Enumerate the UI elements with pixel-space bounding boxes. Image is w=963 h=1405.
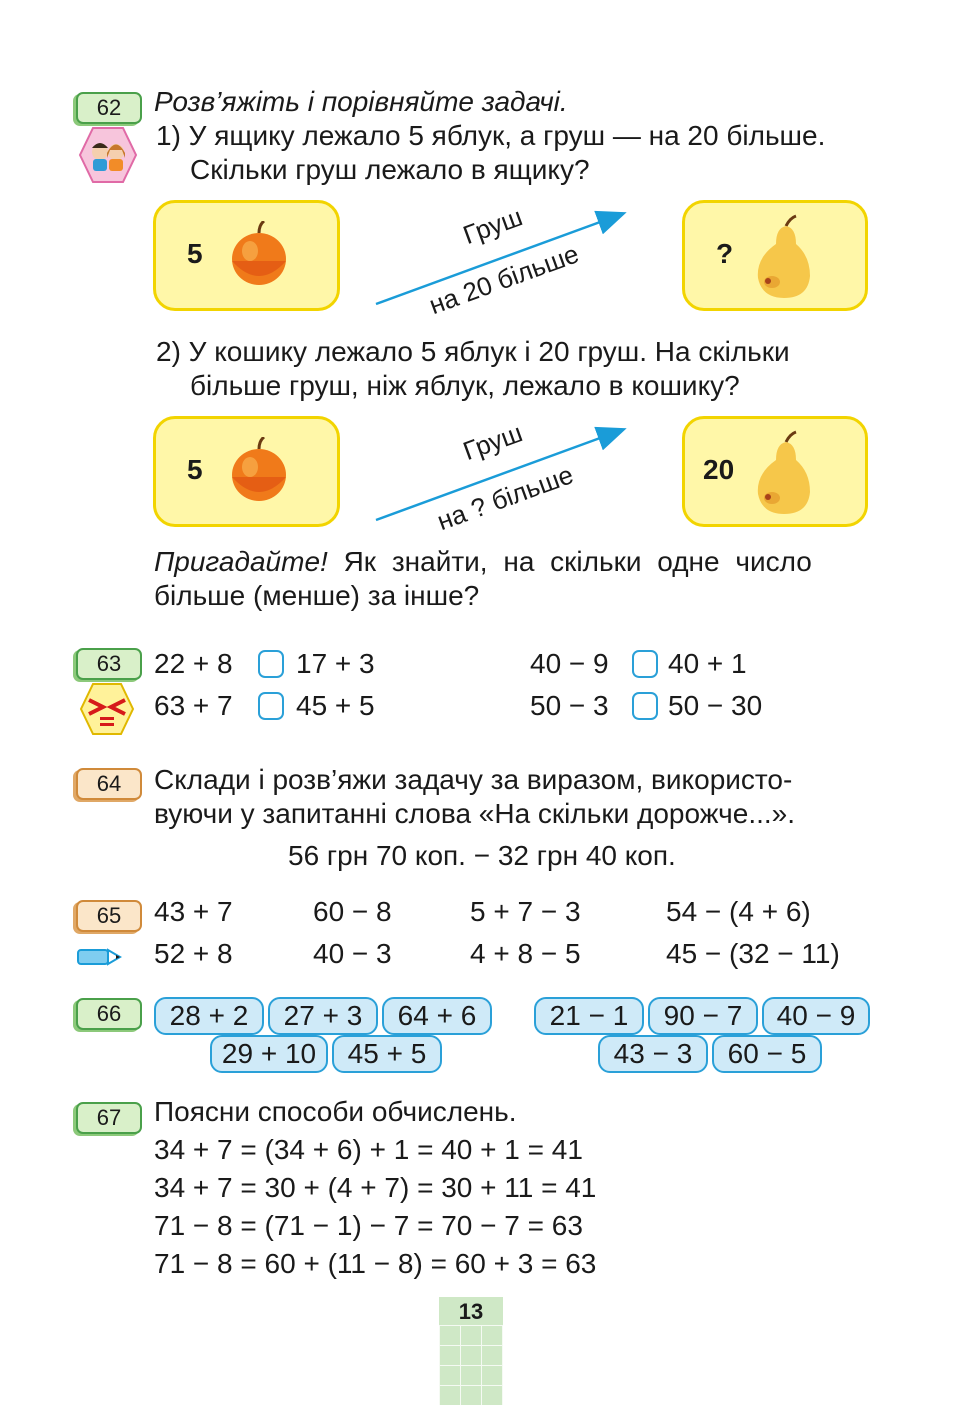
pencil-icon: [76, 944, 122, 977]
pear-icon: [750, 214, 814, 307]
task-63-row1-expr-a: 22 + 8: [154, 648, 233, 679]
task-67-line-1: 34 + 7 = (34 + 6) + 1 = 40 + 1 = 41: [154, 1134, 583, 1165]
compare-signs-icon: [79, 682, 135, 743]
task-number-62: 62: [76, 92, 142, 124]
task-65-r2-c4: 45 − (32 − 11): [666, 938, 840, 969]
task-64-line-2: вуючи у запитанні слова «На скільки дорожче...».: [154, 798, 796, 829]
apple-icon: [228, 221, 290, 294]
task-62-reminder-line-2: більше (менше) за інше?: [154, 580, 480, 611]
page-number-box: [439, 1297, 503, 1405]
task-65-r2-c2: 40 − 3: [313, 938, 392, 969]
task-63-row1-expr-d: 40 + 1: [668, 648, 747, 679]
task-number-66: 66: [76, 998, 142, 1030]
arrow-2-label-bottom: на ? більше: [433, 459, 578, 537]
task-63-row1-expr-b: 17 + 3: [296, 648, 375, 679]
arrow-1-label-bottom: на 20 більше: [425, 238, 583, 321]
expression-card[interactable]: 43 − 3: [598, 1035, 708, 1073]
expression-card[interactable]: 90 − 7: [648, 997, 758, 1035]
apples-count-2: 5: [187, 454, 203, 485]
arrow-1-label-top: Груш: [459, 201, 527, 251]
page-number: 13: [458, 1299, 484, 1324]
task-67-line-2: 34 + 7 = 30 + (4 + 7) = 30 + 11 = 41: [154, 1172, 597, 1203]
task-number-63: 63: [76, 648, 142, 680]
task-63-row1-expr-c: 40 − 9: [530, 648, 609, 679]
task-number-64: 64: [76, 768, 142, 800]
compare-sign-box[interactable]: [258, 650, 284, 678]
expression-card[interactable]: 45 + 5: [332, 1035, 442, 1073]
task-62-problem-1-line-1: 1) У ящику лежало 5 яблук, а груш — на 20 більше.: [156, 120, 826, 151]
task-62-problem-1-line-2: Скільки груш лежало в ящику?: [190, 154, 590, 185]
reminder-label: Пригадайте!: [154, 546, 328, 577]
task-65-r1-c1: 43 + 7: [154, 896, 233, 927]
expression-card[interactable]: 60 − 5: [712, 1035, 822, 1073]
task-65-r2-c3: 4 + 8 − 5: [470, 938, 581, 969]
apples-count: 5: [187, 238, 203, 269]
reminder-text: Як знайти, на скільки одне число: [327, 546, 812, 577]
task-62-reminder-line-1: [154, 546, 866, 578]
expression-card[interactable]: 27 + 3: [268, 997, 378, 1035]
task-62-problem-2-line-1: 2) У кошику лежало 5 яблук і 20 груш. На скільки: [156, 336, 790, 367]
task-number-67: 67: [76, 1102, 142, 1134]
task-64-line-1: Склади і розв’яжи задачу за виразом, використо-: [154, 764, 793, 795]
expression-card[interactable]: 21 − 1: [534, 997, 644, 1035]
task-65-r1-c3: 5 + 7 − 3: [470, 896, 581, 927]
task-63-row2-expr-d: 50 − 30: [668, 690, 763, 721]
apple-icon: [228, 437, 290, 510]
expression-card[interactable]: 28 + 2: [154, 997, 264, 1035]
pears-count-2: 20: [703, 454, 735, 485]
task-65-r1-c2: 60 − 8: [313, 896, 392, 927]
task-63-row2-expr-b: 45 + 5: [296, 690, 375, 721]
compare-sign-box[interactable]: [632, 650, 658, 678]
task-62-problem-2-line-2: більше груш, ніж яблук, лежало в кошику?: [190, 370, 740, 401]
pair-work-icon: [78, 126, 138, 191]
task-63-row2-expr-c: 50 − 3: [530, 690, 609, 721]
compare-sign-box[interactable]: [632, 692, 658, 720]
grid-pattern: [439, 1325, 503, 1405]
task-62-heading: Розв’яжіть і порівняйте задачі.: [154, 86, 568, 117]
task-67-line-4: 71 − 8 = 60 + (11 − 8) = 60 + 3 = 63: [154, 1248, 597, 1279]
expression-card[interactable]: 64 + 6: [382, 997, 492, 1035]
task-65-r1-c4: 54 − (4 + 6): [666, 896, 811, 927]
task-number-65: 65: [76, 900, 142, 932]
pear-icon: [750, 430, 814, 523]
expression-card[interactable]: 40 − 9: [762, 997, 870, 1035]
task-65-r2-c1: 52 + 8: [154, 938, 233, 969]
task-63-row2-expr-a: 63 + 7: [154, 690, 233, 721]
task-64-expression: 56 грн 70 коп. − 32 грн 40 коп.: [288, 840, 676, 871]
task-67-line-3: 71 − 8 = (71 − 1) − 7 = 70 − 7 = 63: [154, 1210, 583, 1241]
arrow-2-label-top: Груш: [459, 417, 527, 467]
pears-count: ?: [716, 238, 734, 269]
compare-sign-box[interactable]: [258, 692, 284, 720]
task-67-heading: Поясни способи обчислень.: [154, 1096, 517, 1127]
expression-card[interactable]: 29 + 10: [210, 1035, 328, 1073]
